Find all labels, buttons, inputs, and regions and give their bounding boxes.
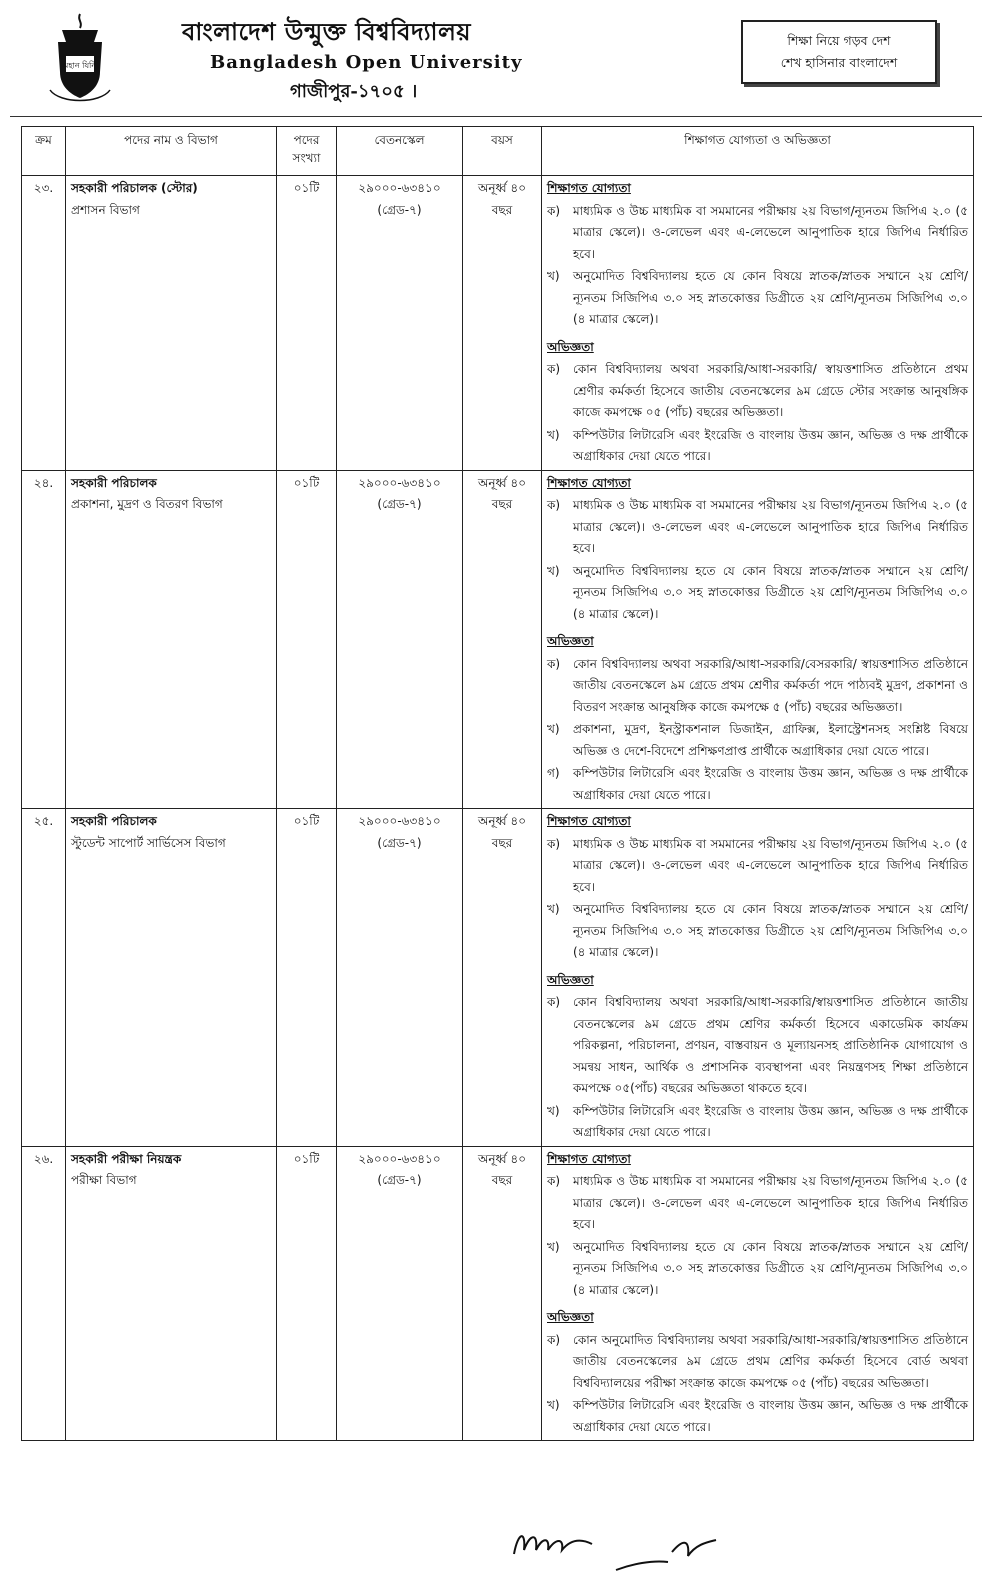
slogan-box [741,20,937,84]
experience-heading: অভিজ্ঞতা [547,339,594,354]
exp-item [547,425,968,468]
edu-item-text: অনুমোদিত বিশ্ববিদ্যালয় হতে যে কোন বিষয়ে স্নাতক/স্নাতক সম্মানে ২য় শ্রেণি/ন্যূনতম সিজিপিএ ৩.০ সহ স্নাতকোত্তর ডিগ্রীতে ২য় শ্রেণি/ন্যূনতম সিজিপিএ ৩.০ (৪ মাত্রার স্কেলে)। [573,269,968,326]
edu-item-text: মাধ্যমিক ও উচ্চ মাধ্যমিক বা সমমানের পরীক্ষায় ২য় বিভাগ/ন্যূনতম জিপিএ ২.০ (৫ মাত্রার স্কেলে)। ও-লেভেল এবং এ-লেভেলে আনুপাতিক হারে জিপিএ নির্ধারিত হবে। [573,203,968,261]
exp-item-marker: ক) [547,995,561,1009]
signature-1 [508,1520,598,1564]
edu-item [547,1171,968,1236]
edu-item-text: মাধ্যমিক ও উচ্চ মাধ্যমিক বা সমমানের পরীক্ষায় ২য় বিভাগ/ন্যূনতম জিপিএ ২.০ (৫ মাত্রার স্কেলে)। ও-লেভেল এবং এ-লেভেলে আনুপাতিক হারে জিপিএ নির্ধারিত হবে। [573,836,968,894]
experience-heading: অভিজ্ঞতা [547,1310,594,1324]
exp-item [547,992,968,1100]
exp-item-marker: খ) [547,427,560,442]
edu-item-marker: খ) [547,563,560,578]
exp-item-marker: খ) [547,1103,560,1118]
edu-item-marker: ক) [547,836,561,851]
edu-item [547,266,968,331]
table-row [22,470,974,809]
post-title: সহকারী পরিচালক [71,475,157,490]
university-address: গাজীপুর-১৭০৫ । [290,81,418,102]
count-cell: ০১টি [277,809,337,1147]
edu-item-marker: খ) [547,902,560,916]
pay-scale: ২৯০০০-৬৩৪১০ [358,1151,441,1166]
header-qualification: শিক্ষাগত যোগ্যতা ও অভিজ্ঞতা [542,127,974,176]
edu-item-text: অনুমোদিত বিশ্ববিদ্যালয় হতে যে কোন বিষয়ে স্নাতক/স্নাতক সম্মানে ২য় শ্রেণি/ন্যূনতম সিজিপিএ ৩.০ সহ স্নাতকোত্তর ডিগ্রীতে ২য় শ্রেণি/ন্যূনতম সিজিপিএ ৩.০ (৪ মাত্রার স্কেলে)। [573,902,968,959]
edu-item-text: অনুমোদিত বিশ্ববিদ্যালয় হতে যে কোন বিষয়ে স্নাতক/স্নাতক সম্মানে ২য় শ্রেণি/ন্যূনতম সিজিপিএ ৩.০ সহ স্নাতকোত্তর ডিগ্রীতে ২য় শ্রেণি/ন্যূনতম সিজিপিএ ৩.০ (৪ মাত্রার স্কেলে)। [573,563,968,621]
header-age: বয়স [463,127,542,176]
exp-item-marker: গ) [547,766,560,780]
exp-item [547,1330,968,1395]
exp-item-text: কোন অনুমোদিত বিশ্ববিদ্যালয় অথবা সরকারি/আধা-সরকারি/স্বায়ত্তশাসিত প্রতিষ্ঠানে জাতীয় বেতনস্কেলের ৯ম গ্রেডে প্রথম শ্রেণির কর্মকর্তা হিসেবে বোর্ড অথবা বিশ্ববিদ্যালয়ের পরীক্ষা সংক্রান্ত কাজে কমপক্ষে ০৫ (পাঁচ) বছরের অভিজ্ঞতা। [573,1332,968,1390]
document-header [0,0,1000,118]
edu-item [547,899,968,964]
exp-item [547,719,968,762]
qualification-cell [542,1146,974,1441]
table-header-row [22,127,974,176]
department: পরীক্ষা বিভাগ [71,1173,137,1187]
post-title: সহকারী পরীক্ষা নিয়ন্ত্রক [71,1151,182,1166]
department: স্টুডেন্ট সাপোর্ট সার্ভিসেস বিভাগ [71,835,226,850]
grade: (গ্রেড-৭) [377,835,422,850]
scale-cell [337,1146,463,1441]
table-row [22,1146,974,1441]
exp-item [547,359,968,424]
age-cell: অনূর্ধ্ব ৪০ বছর [463,809,542,1147]
exp-item-marker: ক) [547,656,561,671]
header-divider [10,116,982,117]
edu-item-marker: খ) [547,1239,560,1254]
post-cell [66,176,277,471]
exp-item-marker: খ) [547,1398,560,1412]
serial-cell: ২৫. [22,809,66,1147]
pay-scale: ২৯০০০-৬৩৪১০ [358,475,441,490]
exp-item-text: প্রকাশনা, মুদ্রণ, ইনস্ট্রাকশনাল ডিজাইন, গ্রাফিক্স, ইলাস্ট্রেশনসহ সংশ্লিষ্ট বিষয়ে অভিজ্ঞ ও দেশে-বিদেশে প্রশিক্ষণপ্রাপ্ত প্রার্থীকে অগ্রাধিকার দেয়া যেতে পারে। [573,722,968,758]
exp-item-text: কম্পিউটার লিটারেসি এবং ইংরেজি ও বাংলায় উত্তম জ্ঞান, অভিজ্ঞ ও দক্ষ প্রার্থীকে অগ্রাধিকার দেয়া যেতে পারে। [573,766,968,802]
university-name-english: Bangladesh Open University [210,52,523,73]
exp-item-marker: ক) [547,362,561,376]
serial-cell: ২৪. [22,470,66,809]
edu-item [547,201,968,266]
experience-heading: অভিজ্ঞতা [547,972,594,987]
exp-item-text: কোন বিশ্ববিদ্যালয় অথবা সরকারি/আধা-সরকারি/বেসরকারি/ স্বায়ত্তশাসিত প্রতিষ্ঠানে জাতীয় বেতনস্কেলে ৯ম গ্রেডে প্রথম শ্রেণীর কর্মকর্তা পদে পাঠ্যবই মুদ্রণ, প্রকাশনা ও বিতরণ সংক্রান্ত আনুষঙ্গিক কাজে কমপক্ষে ৫ (পাঁচ) বছরের অভিজ্ঞতা। [573,656,968,714]
exp-item [547,1395,968,1438]
edu-item [547,834,968,899]
slogan-line-2: শেখ হাসিনার বাংলাদেশ [780,55,898,70]
exp-item-marker: খ) [547,722,560,736]
scale-cell [337,470,463,809]
age-cell: অনূর্ধ্ব ৪০ বছর [463,1146,542,1441]
pay-scale: ২৯০০০-৬৩৪১০ [358,814,441,828]
grade: (গ্রেড-৭) [377,497,422,511]
edu-item-text: মাধ্যমিক ও উচ্চ মাধ্যমিক বা সমমানের পরীক্ষায় ২য় বিভাগ/ন্যূনতম জিপিএ ২.০ (৫ মাত্রার স্কেলে)। ও-লেভেল এবং এ-লেভেলে আনুপাতিক হারে জিপিএ নির্ধারিত হবে। [573,1174,968,1231]
table-row [22,809,974,1147]
header-post: পদের নাম ও বিভাগ [66,127,277,176]
edu-item-marker: ক) [547,203,561,218]
exp-item [547,763,968,806]
post-cell [66,470,277,809]
header-count: পদের সংখ্যা [277,127,337,176]
education-heading: শিক্ষাগত যোগ্যতা [547,181,631,195]
edu-item-marker: খ) [547,269,560,283]
university-name-bangla: বাংলাদেশ উন্মুক্ত বিশ্ববিদ্যালয় [182,17,472,46]
slogan-line-1: শিক্ষা নিয়ে গড়ব দেশ [787,33,891,48]
count-cell: ০১টি [277,1146,337,1441]
education-heading: শিক্ষাগত যোগ্যতা [547,1151,631,1166]
count-cell: ০১টি [277,176,337,471]
serial-cell: ২৬. [22,1146,66,1441]
pay-scale: ২৯০০০-৬৩৪১০ [358,181,441,195]
edu-item [547,1237,968,1302]
grade: (গ্রেড-৭) [377,202,422,217]
edu-item-text: মাধ্যমিক ও উচ্চ মাধ্যমিক বা সমমানের পরীক্ষায় ২য় বিভাগ/ন্যূনতম জিপিএ ২.০ (৫ মাত্রার স্কেলে)। ও-লেভেল এবং এ-লেভেলে আনুপাতিক হারে জিপিএ নির্ধারিত হবে। [573,498,968,555]
exp-item [547,654,968,719]
edu-item-text: অনুমোদিত বিশ্ববিদ্যালয় হতে যে কোন বিষয়ে স্নাতক/স্নাতক সম্মানে ২য় শ্রেণি/ন্যূনতম সিজিপিএ ৩.০ সহ স্নাতকোত্তর ডিগ্রীতে ২য় শ্রেণি/ন্যূনতম সিজিপিএ ৩.০ (৪ মাত্রার স্কেলে)। [573,1239,968,1297]
experience-heading: অভিজ্ঞতা [547,634,594,648]
post-cell [66,809,277,1147]
department: প্রশাসন বিভাগ [71,202,140,217]
scale-cell [337,809,463,1147]
age-cell: অনূর্ধ্ব ৪০ বছর [463,470,542,809]
edu-item-marker: ক) [547,1174,561,1188]
signature-2 [612,1530,722,1582]
education-heading: শিক্ষাগত যোগ্যতা [547,814,631,828]
education-heading: শিক্ষাগত যোগ্যতা [547,475,631,490]
seal-text: মহান যিনি [63,61,97,70]
edu-item [547,561,968,626]
exp-item-text: কম্পিউটার লিটারেসি এবং ইংরেজি ও বাংলায় উত্তম জ্ঞান, অভিজ্ঞ ও দক্ষ প্রার্থীকে অগ্রাধিকার দেয়া যেতে পারে। [573,1398,968,1434]
exp-item-text: কোন বিশ্ববিদ্যালয় অথবা সরকারি/আধা-সরকারি/স্বায়ত্তশাসিত প্রতিষ্ঠানে জাতীয় বেতনস্কেলের ৯ম গ্রেডে প্রথম শ্রেণির কর্মকর্তা হিসেবে একাডেমিক কার্যক্রম পরিকল্পনা, পরিচালনা, প্রণয়ন, বাস্তবায়ন ও মূল্যায়নসহ প্রাতিষ্ঠানিক যোগাযোগ ও সমন্বয় সাধন, আর্থিক ও প্রশাসনিক ব্যবস্থাপনা এবং নিয়ন্ত্রণসহ শিক্ষা প্রতিষ্ঠানে কমপক্ষে ০৫(পাঁচ) বছরের অভিজ্ঞতা থাকতে হবে। [573,995,968,1095]
exp-item-text: কম্পিউটার লিটারেসি এবং ইংরেজি ও বাংলায় উত্তম জ্ঞান, অভিজ্ঞ ও দক্ষ প্রার্থীকে অগ্রাধিকার দেয়া যেতে পারে। [573,1103,968,1139]
count-cell: ০১টি [277,470,337,809]
exp-item-marker: ক) [547,1332,561,1347]
scale-cell [337,176,463,471]
edu-item-marker: ক) [547,498,561,512]
exp-item-text: কোন বিশ্ববিদ্যালয় অথবা সরকারি/আধা-সরকারি/ স্বায়ত্তশাসিত প্রতিষ্ঠানে প্রথম শ্রেণীর কর্মকর্তা হিসেবে জাতীয় বেতনস্কেলের ৯ম গ্রেডে স্টোর সংক্রান্ত আনুষঙ্গিক কাজে কমপক্ষে ০৫ (পাঁচ) বছরের অভিজ্ঞতা। [573,362,968,419]
post-title: সহকারী পরিচালক (স্টোর) [71,181,198,195]
age-cell: অনূর্ধ্ব ৪০ বছর [463,176,542,471]
header-serial: ক্রম [22,127,66,176]
edu-item [547,495,968,560]
qualification-cell [542,809,974,1147]
table-row [22,176,974,471]
serial-cell: ২৩. [22,176,66,471]
header-scale: বেতনস্কেল [337,127,463,176]
university-seal-icon [44,12,116,107]
job-circular-table [21,126,974,1441]
department: প্রকাশনা, মুদ্রণ ও বিতরণ বিভাগ [71,497,223,511]
post-title: সহকারী পরিচালক [71,814,157,828]
exp-item-text: কম্পিউটার লিটারেসি এবং ইংরেজি ও বাংলায় উত্তম জ্ঞান, অভিজ্ঞ ও দক্ষ প্রার্থীকে অগ্রাধিকার দেয়া যেতে পারে। [573,427,968,463]
grade: (গ্রেড-৭) [377,1173,422,1187]
qualification-cell [542,176,974,471]
post-cell [66,1146,277,1441]
exp-item [547,1101,968,1144]
qualification-cell [542,470,974,809]
